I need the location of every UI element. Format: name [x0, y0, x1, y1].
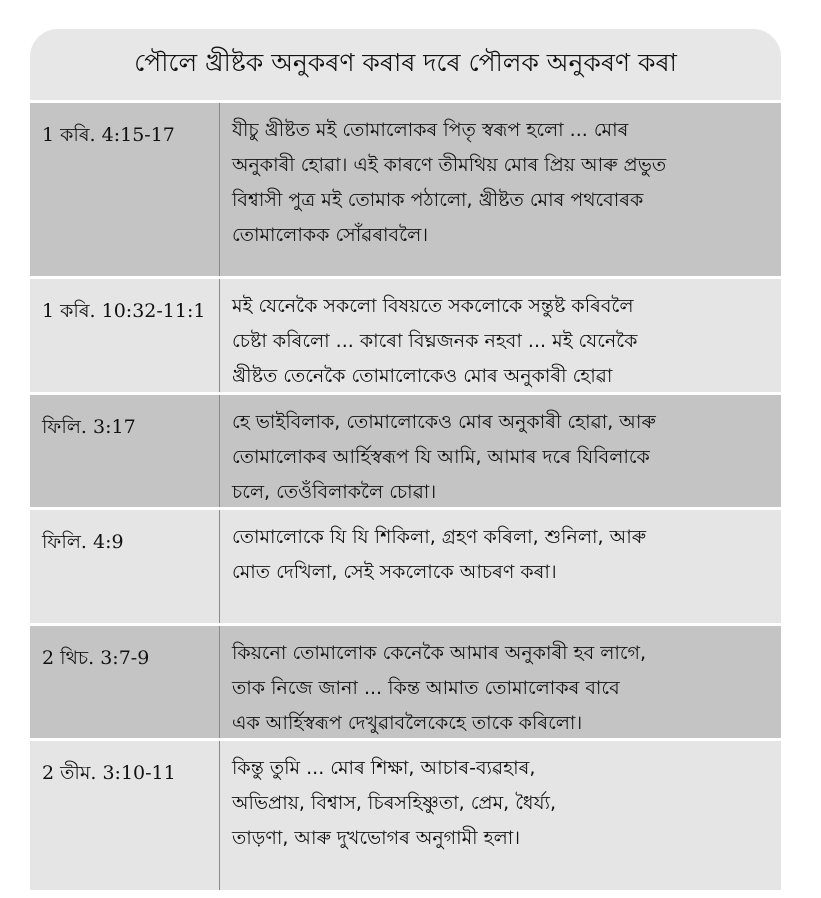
table-title: পৌলে খ্ৰীষ্টক অনুকৰণ কৰাৰ দৰে পৌলক অনুকৰণ কৰা — [30, 29, 781, 100]
text-line: মোত দেখিলা, সেই সকলোকে আচৰণ কৰা। — [232, 561, 557, 583]
scripture-reference: 2 থিচ. 3:7-9 — [30, 626, 220, 738]
text-line: তোমালোকক সোঁৱৰাবলৈ। — [232, 224, 429, 246]
text-line: মই যেনেকৈ সকলো বিষয়তে সকলোকে সন্তুষ্ট কৰিবলৈ — [232, 295, 634, 317]
table-row — [30, 100, 781, 276]
text-line: খ্ৰীষ্টত তেনেকৈ তোমালোকেও মোৰ অনুকাৰী হোৱা — [232, 365, 613, 387]
text-line: চেষ্টা কৰিলো ... কাৰো বিঘ্নজনক নহবা ... মই যেনেকৈ — [232, 330, 638, 352]
scripture-reference: 1 কৰি. 10:32-11:1 — [30, 279, 220, 392]
scripture-text — [220, 395, 781, 507]
scripture-reference: 2 তীম. 3:10-11 — [30, 741, 220, 890]
scripture-reference: ফিলি. 4:9 — [30, 510, 220, 623]
scripture-text — [220, 626, 781, 738]
scripture-text — [220, 103, 781, 276]
table-row — [30, 623, 781, 738]
text-line: যীচু খ্ৰীষ্টত মই তোমালোকৰ পিতৃ স্বৰূপ হলো ... মোৰ — [232, 119, 629, 141]
text-line: অভিপ্ৰায়, বিশ্বাস, চিৰসহিষ্ণুতা, প্ৰেম, ধৈৰ্য্য, — [232, 792, 557, 814]
table-row — [30, 276, 781, 392]
text-line: চলে, তেওঁবিলাকলৈ চোৱা। — [232, 481, 437, 503]
table-row — [30, 392, 781, 507]
scripture-reference: 1 কৰি. 4:15-17 — [30, 103, 220, 276]
scripture-text — [220, 279, 781, 392]
text-line: তাড়ণা, আৰু দুখভোগৰ অনুগামী হলা। — [232, 827, 521, 849]
table-row — [30, 738, 781, 890]
text-line: অনুকাৰী হোৱা। এই কাৰণে তীমথিয় মোৰ প্ৰিয় আৰু প্ৰভুত — [232, 154, 667, 176]
scripture-text — [220, 510, 781, 623]
table-row — [30, 507, 781, 623]
text-line: বিশ্বাসী পুত্ৰ মই তোমাক পঠালো, খ্ৰীষ্টত মোৰ পথবোৰক — [232, 189, 644, 211]
text-line: কিয়নো তোমালোক কেনেকৈ আমাৰ অনুকাৰী হব লাগে, — [232, 642, 647, 664]
text-line: তাক নিজে জানা ... কিন্ত আমাত তোমালোকৰ বাবে — [232, 677, 620, 699]
scripture-table — [30, 29, 781, 889]
text-line: কিন্তু তুমি ... মোৰ শিক্ষা, আচাৰ-ব্যৱহাৰ, — [232, 757, 536, 779]
text-line: এক আৰ্হিস্বৰূপ দেখুৱাবলৈকেহে তাকে কৰিলো। — [232, 712, 583, 734]
scripture-reference: ফিলি. 3:17 — [30, 395, 220, 507]
scripture-text — [220, 741, 781, 890]
text-line: তোমালোকৰ আৰ্হিস্বৰূপ যি আমি, আমাৰ দৰে যিবিলাকে — [232, 446, 650, 468]
text-line: হে ভাইবিলাক, তোমালোকেও মোৰ অনুকাৰী হোৱা, আৰু — [232, 411, 656, 433]
text-line: তোমালোকে যি যি শিকিলা, গ্ৰহণ কৰিলা, শুনিলা, আৰু — [232, 526, 647, 548]
